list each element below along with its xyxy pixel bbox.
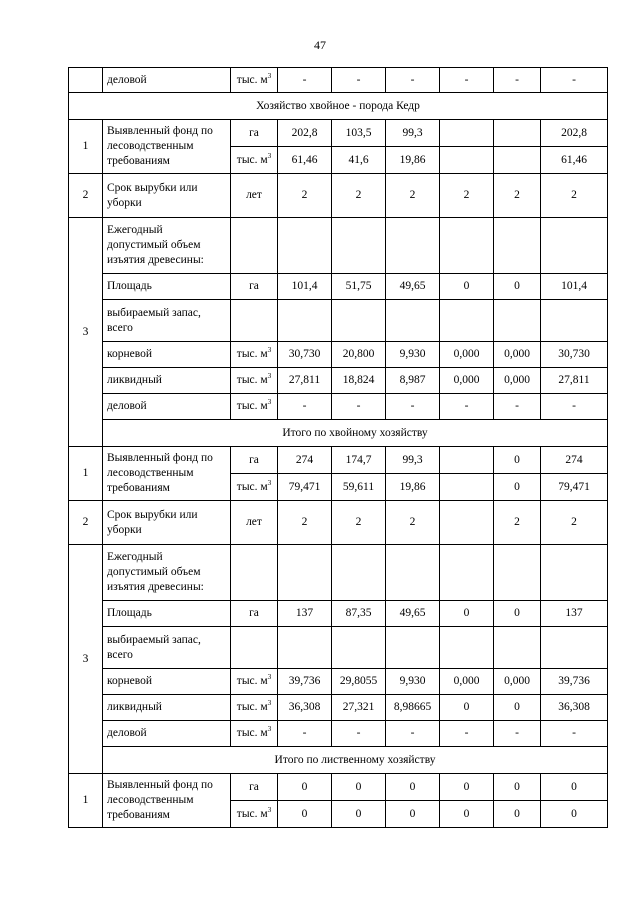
table-row	[69, 342, 608, 368]
value-cell: -	[494, 721, 541, 747]
value-cell: 0	[494, 447, 541, 474]
value-cell: 61,46	[541, 147, 608, 174]
value-cell: 0	[332, 774, 386, 801]
value-cell: 0	[278, 801, 332, 828]
empty-cell	[386, 545, 440, 601]
value-cell	[494, 120, 541, 147]
value-cell: 0	[494, 474, 541, 501]
empty-cell	[332, 218, 386, 274]
value-cell: 174,7	[332, 447, 386, 474]
unit-exponent: 3	[267, 673, 272, 681]
unit-label: га	[249, 607, 259, 619]
row-number: 1	[69, 774, 103, 828]
unit-cell	[231, 669, 278, 695]
table-row	[69, 501, 608, 545]
section-title: Хозяйство хвойное - порода Кедр	[69, 93, 608, 120]
value-cell: 0	[494, 695, 541, 721]
empty-cell	[231, 627, 278, 669]
value-cell	[440, 501, 494, 545]
value-cell: 2	[278, 174, 332, 218]
value-cell: 0	[440, 695, 494, 721]
empty-cell	[541, 300, 608, 342]
value-cell: 0	[494, 774, 541, 801]
value-cell: 0	[494, 801, 541, 828]
table-row	[69, 368, 608, 394]
value-cell: 61,46	[278, 147, 332, 174]
value-cell: 87,35	[332, 601, 386, 627]
row-label: Выявленный фонд по лесоводственным требованиям	[103, 774, 231, 828]
table-row	[69, 300, 608, 342]
unit-label: тыс. м	[236, 727, 268, 739]
table-row	[69, 774, 608, 801]
value-cell: 79,471	[278, 474, 332, 501]
value-cell: 137	[541, 601, 608, 627]
unit-exponent: 3	[267, 398, 272, 406]
unit-exponent: 3	[267, 372, 272, 380]
unit-cell	[231, 274, 278, 300]
value-cell: 0	[386, 801, 440, 828]
value-cell: 274	[541, 447, 608, 474]
empty-cell	[231, 218, 278, 274]
value-cell: 2	[278, 501, 332, 545]
empty-cell	[386, 300, 440, 342]
value-cell: 0	[541, 774, 608, 801]
value-cell: 0,000	[494, 342, 541, 368]
unit-label: лет	[246, 189, 262, 201]
value-cell: -	[278, 68, 332, 93]
value-cell: 19,86	[386, 147, 440, 174]
empty-cell	[278, 218, 332, 274]
value-cell: -	[541, 68, 608, 93]
table-row	[69, 274, 608, 300]
empty-cell	[332, 627, 386, 669]
value-cell: 19,86	[386, 474, 440, 501]
value-cell: -	[332, 721, 386, 747]
value-cell: 30,730	[278, 342, 332, 368]
value-cell: 0	[278, 774, 332, 801]
table-row	[69, 394, 608, 420]
forest-fund-table	[68, 67, 608, 828]
empty-cell	[231, 300, 278, 342]
value-cell: -	[541, 721, 608, 747]
value-cell: -	[278, 721, 332, 747]
table-row	[69, 218, 608, 274]
value-cell: -	[494, 394, 541, 420]
unit-label: га	[249, 126, 259, 139]
value-cell: 2	[541, 501, 608, 545]
unit-cell	[231, 447, 278, 474]
row-label: Площадь	[103, 601, 231, 627]
unit-cell	[231, 368, 278, 394]
unit-cell	[231, 801, 278, 828]
value-cell	[440, 147, 494, 174]
row-label: корневой	[103, 342, 231, 368]
value-cell: 49,65	[386, 274, 440, 300]
unit-cell	[231, 474, 278, 501]
value-cell: -	[386, 68, 440, 93]
value-cell: 36,308	[278, 695, 332, 721]
value-cell: 8,98665	[386, 695, 440, 721]
value-cell: 137	[278, 601, 332, 627]
empty-cell	[332, 545, 386, 601]
value-cell: 9,930	[386, 669, 440, 695]
row-label: Срок вырубки или уборки	[103, 174, 231, 218]
value-cell: 2	[494, 174, 541, 218]
unit-cell	[231, 501, 278, 545]
row-number: 2	[69, 174, 103, 218]
unit-cell	[231, 147, 278, 174]
value-cell: -	[332, 68, 386, 93]
value-cell	[440, 474, 494, 501]
value-cell: 39,736	[541, 669, 608, 695]
empty-cell	[440, 545, 494, 601]
value-cell: 20,800	[332, 342, 386, 368]
value-cell: 0,000	[440, 669, 494, 695]
empty-cell	[69, 68, 103, 93]
unit-label: тыс. м	[236, 675, 268, 687]
row-number: 3	[69, 545, 103, 774]
empty-cell	[494, 627, 541, 669]
table-row	[69, 93, 608, 120]
table-row	[69, 747, 608, 774]
empty-cell	[278, 627, 332, 669]
value-cell: 202,8	[278, 120, 332, 147]
value-cell: 59,611	[332, 474, 386, 501]
empty-cell	[332, 300, 386, 342]
row-number: 1	[69, 447, 103, 501]
table-row	[69, 447, 608, 474]
value-cell: -	[440, 68, 494, 93]
value-cell: 0	[440, 801, 494, 828]
value-cell: 99,3	[386, 447, 440, 474]
value-cell: 0,000	[440, 368, 494, 394]
value-cell: 99,3	[386, 120, 440, 147]
empty-cell	[541, 627, 608, 669]
value-cell: -	[494, 68, 541, 93]
value-cell: 2	[541, 174, 608, 218]
value-cell: -	[386, 394, 440, 420]
value-cell: 27,321	[332, 695, 386, 721]
table-row	[69, 545, 608, 601]
empty-cell	[541, 218, 608, 274]
unit-label: га	[249, 780, 259, 793]
row-label: Ежегодный допустимый объем изъятия древесины:	[103, 545, 231, 601]
value-cell: 2	[332, 174, 386, 218]
value-cell: 2	[386, 501, 440, 545]
value-cell: 51,75	[332, 274, 386, 300]
value-cell: 0	[440, 274, 494, 300]
row-label: корневой	[103, 669, 231, 695]
empty-cell	[278, 545, 332, 601]
value-cell: 49,65	[386, 601, 440, 627]
row-label: деловой	[103, 68, 231, 93]
value-cell: 2	[386, 174, 440, 218]
value-cell: 0	[494, 274, 541, 300]
row-label: выбираемый запас, всего	[103, 627, 231, 669]
empty-cell	[494, 218, 541, 274]
value-cell: 0,000	[494, 368, 541, 394]
unit-label: тыс. м	[236, 153, 268, 166]
table-row	[69, 120, 608, 147]
value-cell: 79,471	[541, 474, 608, 501]
value-cell: 27,811	[541, 368, 608, 394]
unit-cell	[231, 394, 278, 420]
row-label: деловой	[103, 721, 231, 747]
unit-label: лет	[246, 516, 262, 528]
row-label: выбираемый запас, всего	[103, 300, 231, 342]
row-number: 3	[69, 218, 103, 447]
unit-cell	[231, 68, 278, 93]
row-label: Выявленный фонд по лесоводственным требованиям	[103, 120, 231, 174]
value-cell: 30,730	[541, 342, 608, 368]
empty-cell	[231, 545, 278, 601]
unit-exponent: 3	[267, 346, 272, 354]
table-row	[69, 627, 608, 669]
value-cell: 0	[440, 601, 494, 627]
empty-cell	[494, 300, 541, 342]
unit-exponent: 3	[267, 151, 272, 160]
unit-exponent: 3	[267, 478, 272, 487]
unit-exponent: 3	[267, 71, 272, 80]
table-row	[69, 420, 608, 447]
unit-cell	[231, 120, 278, 147]
unit-exponent: 3	[267, 805, 272, 814]
table-row	[69, 174, 608, 218]
unit-cell	[231, 601, 278, 627]
value-cell: 27,811	[278, 368, 332, 394]
value-cell: 103,5	[332, 120, 386, 147]
unit-label: га	[249, 280, 259, 292]
value-cell: -	[541, 394, 608, 420]
unit-cell	[231, 342, 278, 368]
value-cell: -	[440, 721, 494, 747]
value-cell: 39,736	[278, 669, 332, 695]
row-label: Ежегодный допустимый объем изъятия древесины:	[103, 218, 231, 274]
empty-cell	[386, 218, 440, 274]
row-number: 2	[69, 501, 103, 545]
table-row	[69, 68, 608, 93]
value-cell: 101,4	[541, 274, 608, 300]
table-row	[69, 695, 608, 721]
value-cell: -	[386, 721, 440, 747]
value-cell: 274	[278, 447, 332, 474]
unit-label: тыс. м	[236, 400, 268, 412]
value-cell	[440, 447, 494, 474]
value-cell: 0	[386, 774, 440, 801]
row-number: 1	[69, 120, 103, 174]
row-label: Площадь	[103, 274, 231, 300]
empty-cell	[440, 218, 494, 274]
value-cell: 41,6	[332, 147, 386, 174]
value-cell: 9,930	[386, 342, 440, 368]
value-cell: 0	[440, 774, 494, 801]
unit-label: тыс. м	[236, 807, 268, 820]
table-row	[69, 669, 608, 695]
value-cell: 0,000	[494, 669, 541, 695]
value-cell: 202,8	[541, 120, 608, 147]
row-label: Срок вырубки или уборки	[103, 501, 231, 545]
empty-cell	[278, 300, 332, 342]
unit-label: га	[249, 453, 259, 466]
value-cell: 2	[440, 174, 494, 218]
unit-exponent: 3	[267, 725, 272, 733]
row-label: Выявленный фонд по лесоводственным требованиям	[103, 447, 231, 501]
empty-cell	[440, 627, 494, 669]
value-cell: 2	[494, 501, 541, 545]
value-cell: 0	[494, 601, 541, 627]
unit-label: тыс. м	[236, 374, 268, 386]
section-title: Итого по хвойному хозяйству	[103, 420, 608, 447]
row-label: деловой	[103, 394, 231, 420]
value-cell: 0	[332, 801, 386, 828]
page-number: 47	[314, 38, 326, 52]
unit-cell	[231, 174, 278, 218]
value-cell: 29,8055	[332, 669, 386, 695]
value-cell	[440, 120, 494, 147]
value-cell: -	[332, 394, 386, 420]
value-cell: 0,000	[440, 342, 494, 368]
row-label: ликвидный	[103, 368, 231, 394]
unit-exponent: 3	[267, 699, 272, 707]
value-cell: 8,987	[386, 368, 440, 394]
empty-cell	[494, 545, 541, 601]
value-cell: 36,308	[541, 695, 608, 721]
value-cell: 18,824	[332, 368, 386, 394]
unit-cell	[231, 721, 278, 747]
unit-cell	[231, 695, 278, 721]
value-cell: -	[440, 394, 494, 420]
unit-label: тыс. м	[236, 701, 268, 713]
row-label: ликвидный	[103, 695, 231, 721]
section-title: Итого по лиственному хозяйству	[103, 747, 608, 774]
unit-label: тыс. м	[236, 73, 268, 86]
value-cell	[494, 147, 541, 174]
value-cell: 2	[332, 501, 386, 545]
empty-cell	[440, 300, 494, 342]
unit-cell	[231, 774, 278, 801]
value-cell: 101,4	[278, 274, 332, 300]
unit-label: тыс. м	[236, 348, 268, 360]
table-row	[69, 721, 608, 747]
empty-cell	[541, 545, 608, 601]
value-cell: -	[278, 394, 332, 420]
empty-cell	[386, 627, 440, 669]
value-cell: 0	[541, 801, 608, 828]
table-row	[69, 601, 608, 627]
unit-label: тыс. м	[236, 480, 268, 493]
